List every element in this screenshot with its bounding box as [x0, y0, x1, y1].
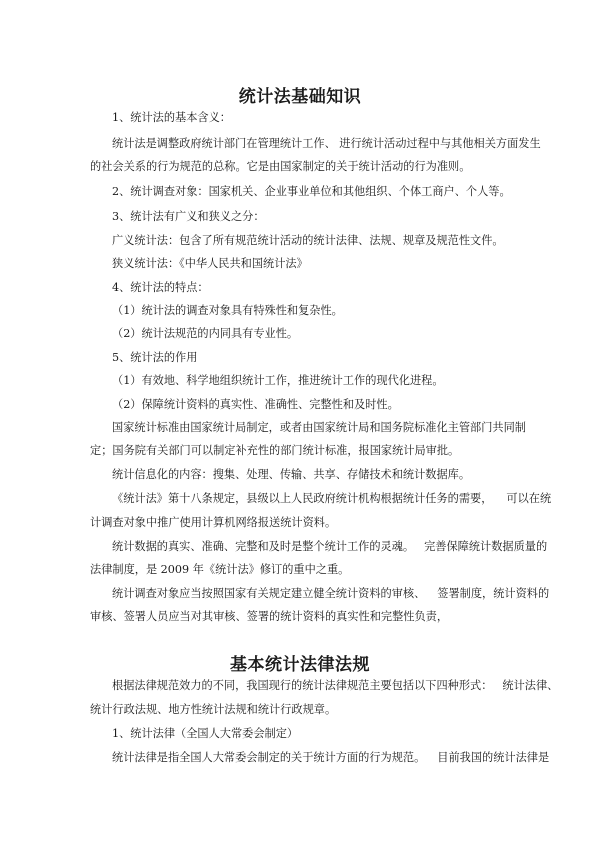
section-heading: 4、统计法的特点：	[112, 281, 209, 294]
paragraph-line: 法律制度，是 2009 年《统计法》修订的重中之重。	[90, 563, 350, 576]
paragraph-line: 统计行政法规、地方性统计法规和统计行政规章。	[90, 703, 337, 716]
section-heading: 1、统计法的基本含义：	[112, 111, 231, 124]
paragraph-line: 审核、签署人员应当对其审核、签署的统计资料的真实性和完整性负责，	[90, 610, 449, 623]
paragraph-line	[112, 751, 549, 765]
paragraph-line: 定；国务院有关部门可以制定补充性的部门统计标准，报国家统计局审批。	[90, 444, 460, 457]
text-segment: 统计法律、	[502, 679, 559, 692]
list-item: （2）保障统计资料的真实性、准确性、完整性和及时性。	[112, 398, 399, 411]
text-segment: 签署制度，统计资料的	[437, 587, 550, 600]
paragraph-line	[112, 679, 558, 693]
text-segment: 统计调查对象应当按照国家有关规定建立健全统计资料的审核、	[112, 587, 426, 600]
list-item: （1）有效地、科学地组织统计工作，推进统计工作的现代化进程。	[112, 374, 444, 387]
paragraph-line: 狭义统计法：《中华人民共和国统计法》	[112, 257, 308, 270]
section-title: 基本统计法律法规	[230, 655, 370, 675]
section-heading: 3、统计法有广义和狭义之分：	[112, 210, 265, 223]
text-segment: 根据法律规范效力的不同，我国现行的统计法律规范主要包括以下四种形式：	[112, 679, 493, 692]
text-segment: 可以在统	[506, 492, 552, 505]
list-item: （1）统计法的调查对象具有特殊性和复杂性。	[112, 304, 343, 317]
paragraph-line	[112, 492, 551, 506]
text-segment: 统计数据的真实、准确、完整和及时是整个统计工作的灵魂。	[112, 540, 415, 553]
section-heading: 1、统计法律（全国人大常委会制定）	[112, 727, 299, 740]
text-segment: 《统计法》第十八条规定，县级以上人民政府统计机构根据统计任务的需要，	[112, 492, 493, 505]
text-segment: 统计法律是指全国人大常委会制定的关于统计方面的行为规范。	[112, 751, 426, 764]
section-heading: 5、统计法的作用	[112, 351, 198, 364]
paragraph-line: 的社会关系的行为规范的总称。它是由国家制定的关于统计活动的行为准则。	[90, 160, 471, 173]
paragraph-line: 广义统计法：包含了所有规范统计活动的统计法律、法规、规章及规范性文件。	[112, 234, 504, 247]
text-segment: 目前我国的统计法律是	[437, 751, 550, 764]
paragraph-line	[112, 587, 549, 601]
text-segment: 完善保障统计数据质量的	[424, 540, 548, 553]
list-item: （2）统计法规范的内同具有专业性。	[112, 327, 299, 340]
paragraph-line: 统计信息化的内容：搜集、处理、传输、共享、存储技术和统计数据库。	[112, 468, 471, 481]
paragraph-line: 计调查对象中推广使用计算机网络报送统计资料。	[90, 516, 337, 529]
paragraph-line	[112, 540, 547, 554]
paragraph-line: 国家统计标准由国家统计局制定，或者由国家统计局和国务院标准化主管部门共同制	[112, 421, 526, 434]
section-heading: 2、统计调查对象：国家机关、企业事业单位和其他组织、个体工商户、个人等。	[112, 185, 511, 198]
paragraph-line: 统计法是调整政府统计部门在管理统计工作、 进行统计活动过程中与其他相关方面发生	[112, 137, 541, 150]
page-title: 统计法基础知识	[238, 87, 362, 107]
